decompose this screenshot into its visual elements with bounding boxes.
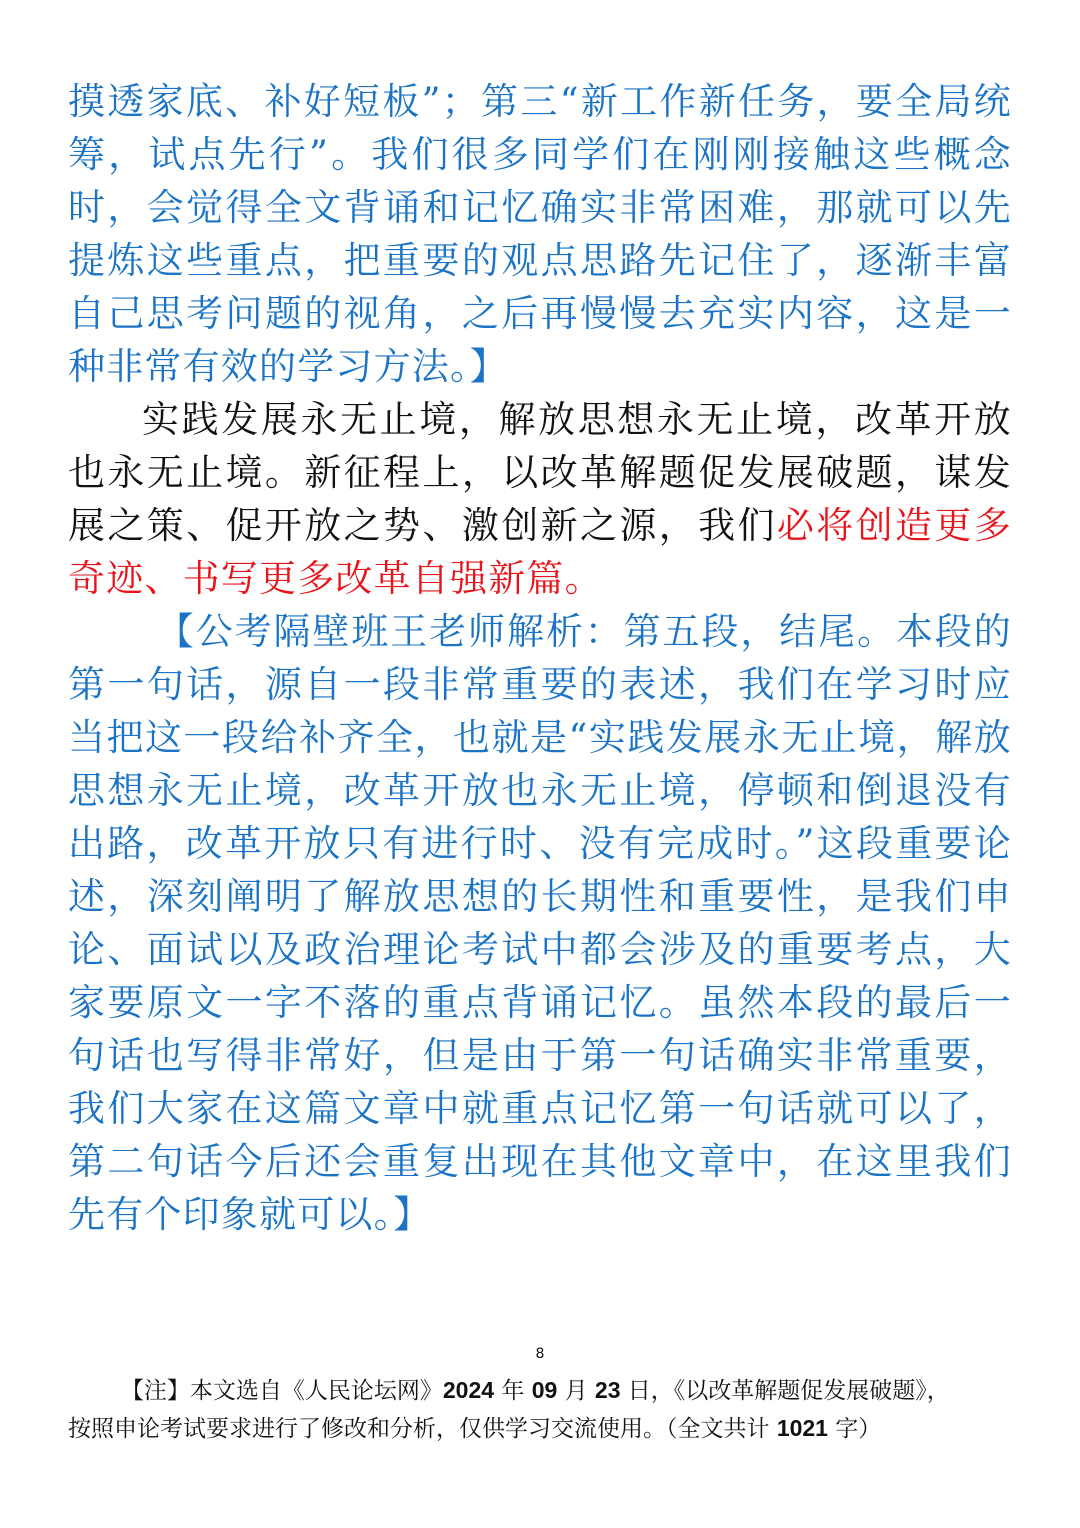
footnote-title: 日，《以改革解题促发展破题》， — [620, 1378, 950, 1404]
footnote-line-2 — [68, 1410, 1012, 1448]
footnote — [68, 1372, 1012, 1448]
article-body — [68, 75, 1012, 1241]
highlighted-conclusion-text: 必将创造更多奇迹、书写更多改革自强新篇。 — [68, 504, 1013, 600]
footnote-usage: 按照申论考试要求进行了修改和分析，仅供学习交流使用。（全文共计 — [68, 1416, 777, 1442]
article-paragraph-conclusion — [68, 393, 1012, 605]
analysis-paragraph-fifth: 【公考隔壁班王老师解析：第五段，结尾。本段的第一句话，源自一段非常重要的表述，我们在学习时应当把这一段给补齐全，也就是“实践发展永无止境，解放思想永无止境，改革开放也永无止境，停顿和倒退没有出路，改革开放只有进行时、没有完成时。”这段重要论述，深刻阐明了解放思想的长期性和重要性，是我们申论、面试以及政治理论考试中都会涉及的重要考点，大家要原文一字不落的重点背诵记忆。虽然本段的最后一句话也写得非常好，但是由于第一句话确实非常重要，我们大家在这篇文章中就重点记忆第一句话就可以了，第二句话今后还会重复出现在其他文章中，在这里我们先有个印象就可以。】 — [68, 610, 1012, 1236]
page-number: 8 — [535, 1346, 545, 1362]
footnote-month-unit: 月 — [557, 1378, 595, 1404]
footnote-line-1 — [68, 1372, 1012, 1410]
footnote-month: 09 — [531, 1377, 558, 1403]
conclusion-text: 实践发展永无止境，解放思想永无止境，改革开放也永无止境。新征程上，以改革解题促发展破题，谋发展之策、促开放之势、激创新之源，我们 — [68, 398, 1012, 547]
footnote-word-unit: 字） — [827, 1416, 882, 1442]
footnote-word-count: 1021 — [776, 1415, 828, 1441]
analysis-paragraph-continued: 摸透家底、补好短板”；第三“新工作新任务，要全局统筹，试点先行”。我们很多同学们在刚刚接触这些概念时，会觉得全文背诵和记忆确实非常困难，那就可以先提炼这些重点，把重要的观点思路先记住了，逐渐丰富自己思考问题的视角，之后再慢慢去充实内容，这是一种非常有效的学习方法。】 — [68, 80, 1012, 388]
footnote-year: 2024 — [442, 1377, 495, 1403]
footnote-year-unit: 年 — [494, 1378, 532, 1404]
footnote-source: 【注】本文选自《人民论坛网》 — [120, 1378, 443, 1404]
footnote-day: 23 — [594, 1377, 621, 1403]
